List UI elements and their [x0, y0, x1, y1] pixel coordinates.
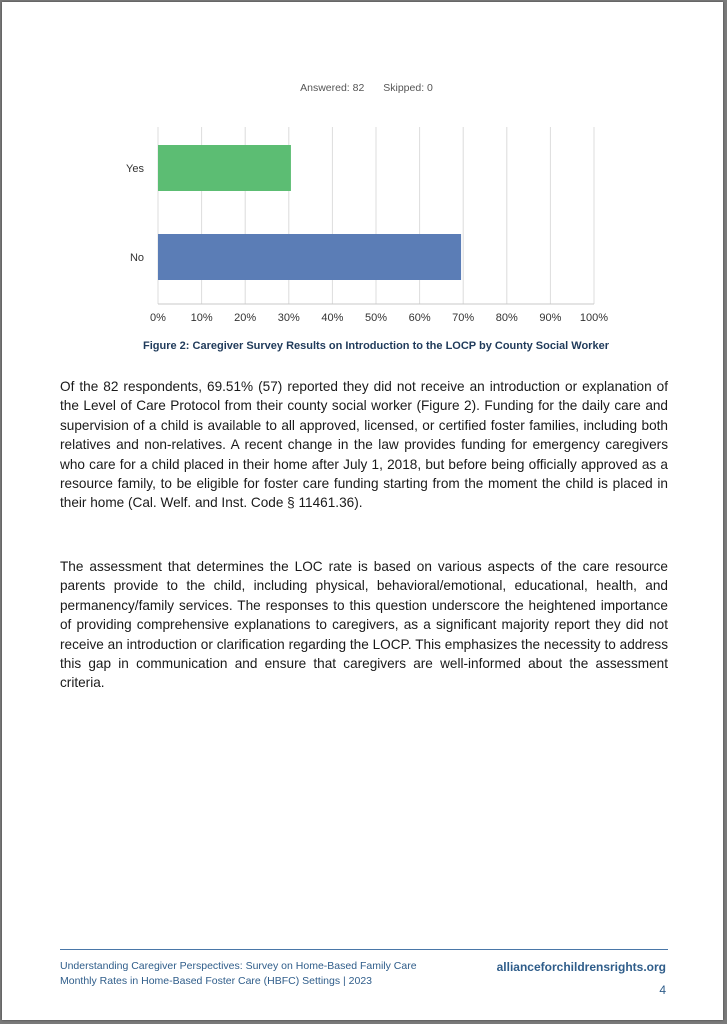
document-page [2, 2, 723, 1020]
category-label-yes: Yes [126, 163, 144, 175]
x-tick-label: 70% [452, 312, 475, 324]
chart-category-labels [126, 163, 144, 264]
x-tick-label: 30% [277, 312, 300, 324]
chart-bars [158, 145, 461, 280]
x-tick-label: 20% [234, 312, 257, 324]
body-paragraph: Of the 82 respondents, 69.51% (57) reported they did not receive an introduction or explanation of the Level of Care Protocol from their county social worker (Figure 2). Funding for the daily care and supervision of a child is available to all approved, licensed, or certified foster families, including both relatives and non-relatives. A recent change in the law provides funding for emergency caregivers who care for a child placed in their home after July 1, 2018, but before being officially approved as a resource family, to be eligible for foster care funding starting from the moment the child is placed in their home (Cal. Welf. and Inst. Code § 11461.36). [60, 379, 668, 511]
chart-x-tick-labels [150, 312, 608, 324]
skipped-count: Skipped: 0 [383, 82, 433, 94]
body-paragraph: The assessment that determines the LOC rate is based on various aspects of the care resource parents provide to the child, including physical, behavioral/emotional, educational, health, and permanency/family services. The responses to this question underscore the heightened importance of providing comprehensive explanations to caregivers, as a significant majority report they did not receive an introduction or clarification regarding the LOCP. This emphasizes the necessity to address this gap in communication and ensure that caregivers are well-informed about the assessment criteria. [60, 559, 668, 691]
x-tick-label: 10% [190, 312, 213, 324]
x-tick-label: 100% [579, 312, 609, 324]
footer-divider [60, 949, 668, 950]
category-label-no: No [129, 252, 144, 264]
x-tick-label: 0% [150, 312, 166, 324]
footer-title-line-2: Monthly Rates in Home-Based Foster Care (HBFC) Settings | 2023 [60, 975, 373, 987]
bar-yes [158, 145, 291, 191]
figure-caption: Figure 2: Caregiver Survey Results on Introduction to the LOCP by County Social Worker [143, 340, 609, 352]
x-tick-label: 90% [539, 312, 562, 324]
bar-chart [2, 2, 723, 337]
footer-title-line-1: Understanding Caregiver Perspectives: Survey on Home-Based Family Care [60, 960, 417, 972]
x-tick-label: 50% [364, 312, 388, 324]
footer-website-link[interactable]: allianceforchildrensrights.org [496, 960, 666, 974]
page-number: 4 [659, 983, 666, 997]
answered-count: Answered: 82 [300, 82, 365, 94]
x-tick-label: 40% [321, 312, 344, 324]
x-tick-label: 60% [408, 312, 431, 324]
bar-no [158, 234, 461, 280]
footer-report-title [60, 959, 417, 989]
x-tick-label: 80% [495, 312, 518, 324]
